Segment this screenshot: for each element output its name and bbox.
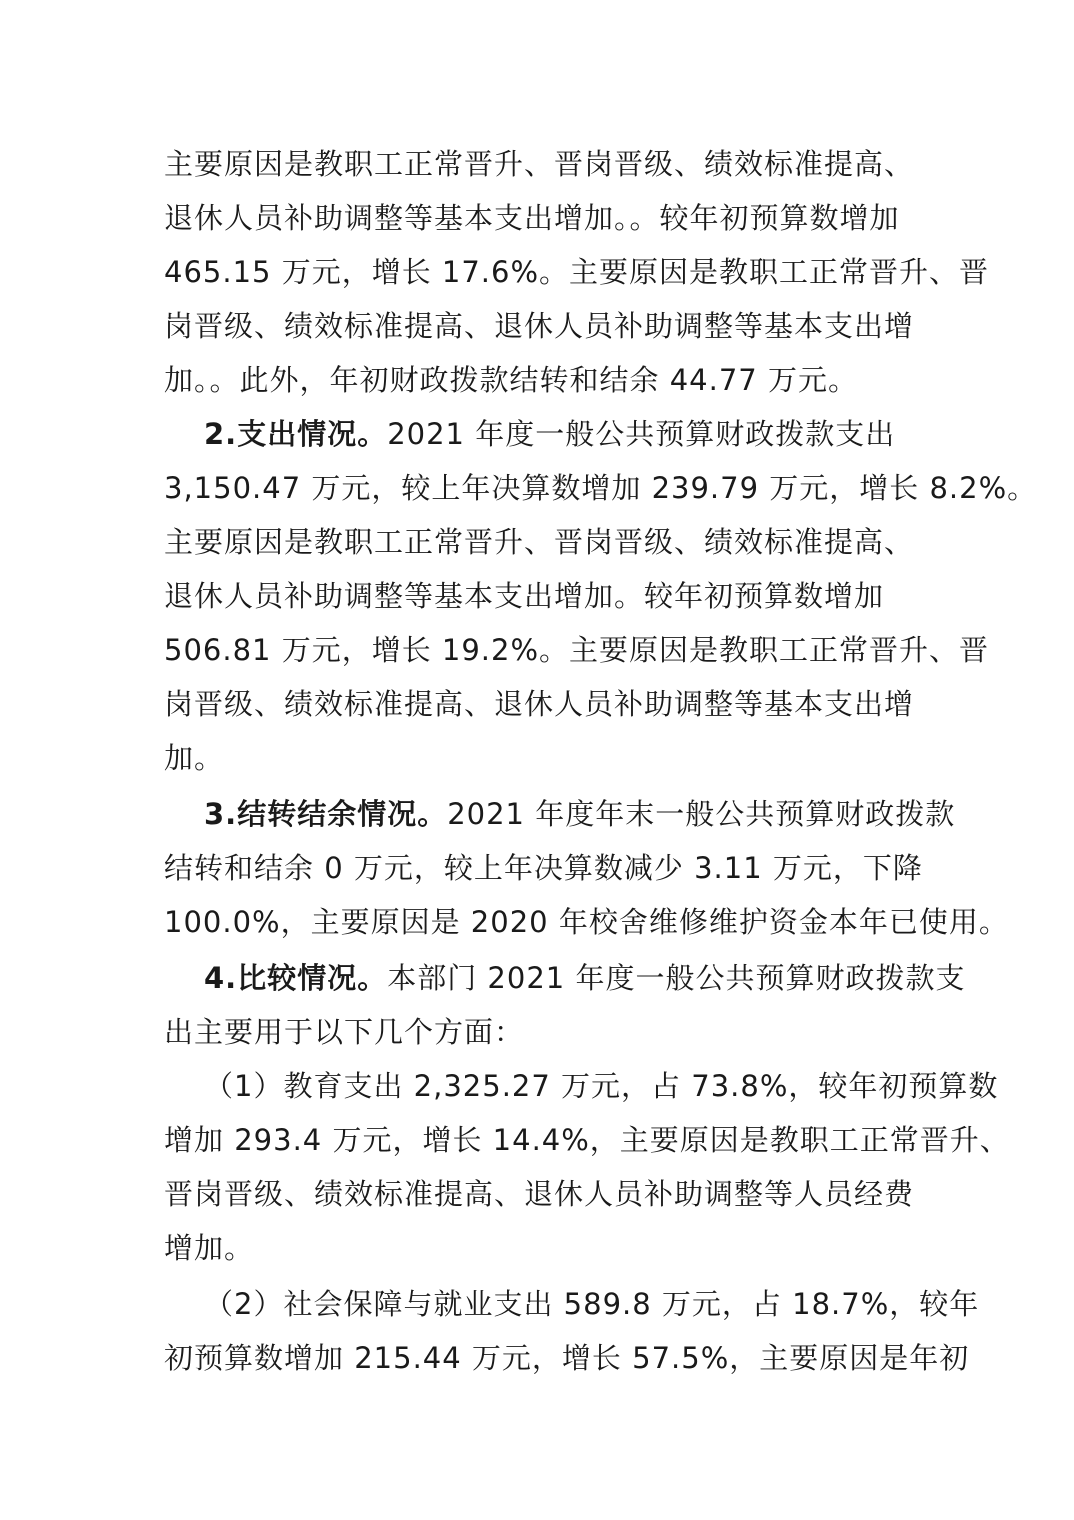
text-line: 结转和结余 0 万元，较上年决算数减少 3.11 万元，下降 bbox=[164, 851, 923, 885]
list-item-education: （1）教育支出 2,325.27 万元，占 73.8%，较年初预算数 bbox=[204, 1069, 999, 1103]
section-label: 4.比较情况。 bbox=[204, 961, 388, 995]
text-line: 岗晋级、绩效标准提高、退休人员补助调整等基本支出增 bbox=[164, 309, 915, 343]
section-text: 2021 年度一般公共预算财政拨款支出 bbox=[387, 417, 896, 451]
section-label: 3.结转结余情况。 bbox=[204, 797, 448, 831]
section-heading-comparison bbox=[204, 958, 965, 998]
text-line: 加。。此外，年初财政拨款结转和结余 44.77 万元。 bbox=[164, 363, 858, 397]
text-line: 100.0%，主要原因是 2020 年校舍维修维护资金本年已使用。 bbox=[164, 905, 1009, 939]
text-line: 增加。 bbox=[164, 1231, 255, 1265]
text-line: 主要原因是教职工正常晋升、晋岗晋级、绩效标准提高、 bbox=[164, 147, 915, 181]
section-heading-expenditure bbox=[204, 414, 895, 454]
section-text: 2021 年度年末一般公共预算财政拨款 bbox=[447, 797, 956, 831]
text-line: 退休人员补助调整等基本支出增加。较年初预算数增加 bbox=[164, 579, 885, 613]
text-line: 加。 bbox=[164, 741, 225, 775]
section-text: 本部门 2021 年度一般公共预算财政拨款支 bbox=[387, 961, 966, 995]
text-line: 岗晋级、绩效标准提高、退休人员补助调整等基本支出增 bbox=[164, 687, 915, 721]
text-line: 初预算数增加 215.44 万元，增长 57.5%，主要原因是年初 bbox=[164, 1341, 970, 1375]
text-line: 3,150.47 万元，较上年决算数增加 239.79 万元，增长 8.2%。 bbox=[164, 471, 1038, 505]
text-line: 晋岗晋级、绩效标准提高、退休人员补助调整等人员经费 bbox=[164, 1177, 915, 1211]
text-line: 增加 293.4 万元，增长 14.4%，主要原因是教职工正常晋升、 bbox=[164, 1123, 1010, 1157]
section-heading-carryover bbox=[204, 794, 955, 834]
text-line: 退休人员补助调整等基本支出增加。。较年初预算数增加 bbox=[164, 201, 900, 235]
text-line: 506.81 万元，增长 19.2%。主要原因是教职工正常晋升、晋 bbox=[164, 633, 990, 667]
text-line: 465.15 万元，增长 17.6%。主要原因是教职工正常晋升、晋 bbox=[164, 255, 990, 289]
text-line: 主要原因是教职工正常晋升、晋岗晋级、绩效标准提高、 bbox=[164, 525, 915, 559]
list-item-social-security: （2）社会保障与就业支出 589.8 万元，占 18.7%，较年 bbox=[204, 1287, 980, 1321]
text-line: 出主要用于以下几个方面： bbox=[164, 1015, 525, 1049]
section-label: 2.支出情况。 bbox=[204, 417, 388, 451]
